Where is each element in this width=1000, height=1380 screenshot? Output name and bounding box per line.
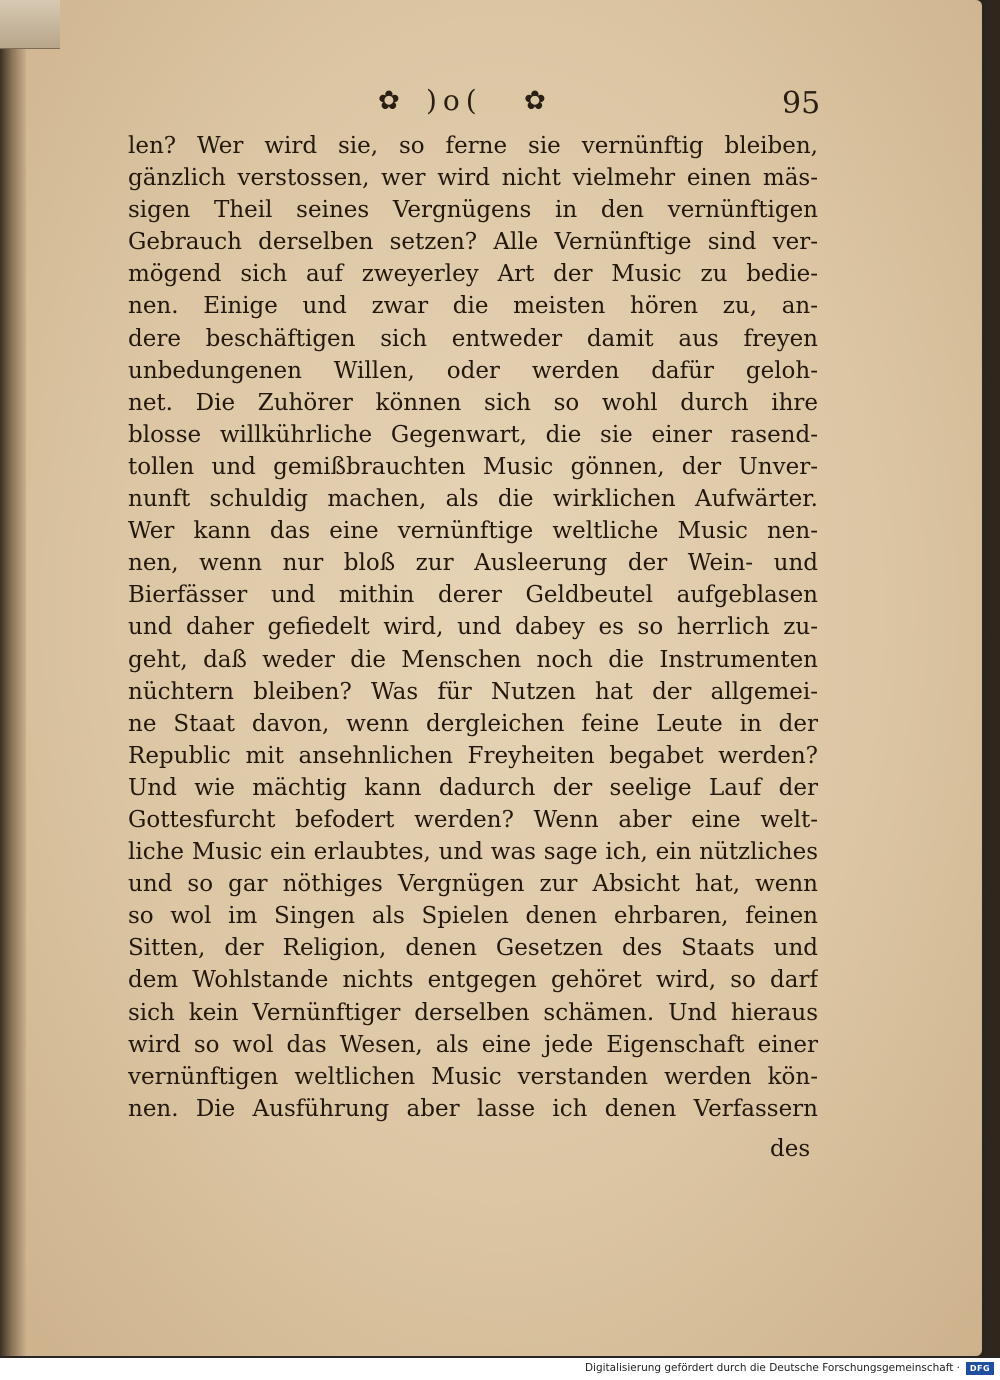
text-line: net. Die Zuhörer können sich so wohl durch ihre <box>128 389 818 416</box>
text-line: liche Music ein erlaubtes, und was sage ich, ein nützliches <box>128 839 818 866</box>
text-line: sigen Theil seines Vergnügens in den vernünftigen <box>128 197 818 224</box>
running-header <box>378 84 821 126</box>
page-edge-shadow <box>980 0 1000 1356</box>
page-number: 95 <box>782 86 821 121</box>
dfg-logo: DFG <box>966 1362 994 1375</box>
text-line: Gebrauch derselben setzen? Alle Vernünftige sind ver- <box>128 229 818 256</box>
text-line: blosse willkührliche Gegenwart, die sie einer rasend- <box>128 421 818 448</box>
text-line: wird so wol das Wesen, als eine jede Eigenschaft einer <box>128 1031 818 1058</box>
text-line: dere beschäftigen sich entweder damit aus freyen <box>128 325 818 352</box>
text-line: Wer kann das eine vernünftige weltliche Music nen- <box>128 518 818 545</box>
text-line: geht, daß weder die Menschen noch die Instrumenten <box>128 646 818 673</box>
text-line: sich kein Vernünftiger derselben schämen. Und hieraus <box>128 999 818 1026</box>
binding-edge <box>0 0 26 1356</box>
text-line: dem Wohlstande nichts entgegen gehöret wird, so darf <box>128 967 818 994</box>
text-line: tollen und gemißbrauchten Music gönnen, der Unver- <box>128 453 818 480</box>
text-line: mögend sich auf zweyerley Art der Music zu bedie- <box>128 261 818 288</box>
ornament-right-icon: ✿ <box>524 86 546 116</box>
text-line: so wol im Singen als Spielen denen ehrbaren, feinen <box>128 903 818 930</box>
text-line: und daher gefiedelt wird, und dabey es so herrlich zu- <box>128 614 818 641</box>
funding-credit: Digitalisierung gefördert durch die Deutsche Forschungsgemeinschaft · <box>584 1362 960 1374</box>
text-line: nen. Die Ausführung aber lasse ich denen Verfassern <box>128 1095 818 1122</box>
text-line: Sitten, der Religion, denen Gesetzen des Staats und <box>128 935 818 962</box>
ornament-left-icon: ✿ <box>378 86 400 116</box>
footer-bar <box>0 1358 1000 1380</box>
text-line: len? Wer wird sie, so ferne sie vernünftig bleiben, <box>128 133 818 159</box>
text-line: nen, wenn nur bloß zur Ausleerung der Wein- und <box>128 550 818 577</box>
page-stack-corner <box>0 0 60 49</box>
text-line: und so gar nöthiges Vergnügen zur Absicht hat, wenn <box>128 871 818 898</box>
text-line: vernünftigen weltlichen Music verstanden werden kön- <box>128 1063 818 1090</box>
text-line: Bierfässer und mithin derer Geldbeutel aufgeblasen <box>128 582 818 609</box>
text-line: unbedungenen Willen, oder werden dafür geloh- <box>128 357 818 384</box>
text-line: ne Staat davon, wenn dergleichen feine Leute in der <box>128 710 818 737</box>
text-line: Gottesfurcht befodert werden? Wenn aber eine welt- <box>128 806 818 833</box>
text-line: Und wie mächtig kann dadurch der seelige Lauf der <box>128 774 818 801</box>
text-line: Republic mit ansehnlichen Freyheiten begabet werden? <box>128 742 818 769</box>
text-line: nen. Einige und zwar die meisten hören zu, an- <box>128 293 818 320</box>
book-page <box>18 0 982 1356</box>
text-line: nunft schuldig machen, als die wirklichen Aufwärter. <box>128 486 818 513</box>
catchword: des <box>770 1136 811 1162</box>
text-line: gänzlich verstossen, wer wird nicht vielmehr einen mäs- <box>128 165 818 192</box>
body-text <box>128 130 818 1125</box>
header-parens: )o( <box>426 84 483 117</box>
text-line: nüchtern bleiben? Was für Nutzen hat der allgemei- <box>128 678 818 705</box>
